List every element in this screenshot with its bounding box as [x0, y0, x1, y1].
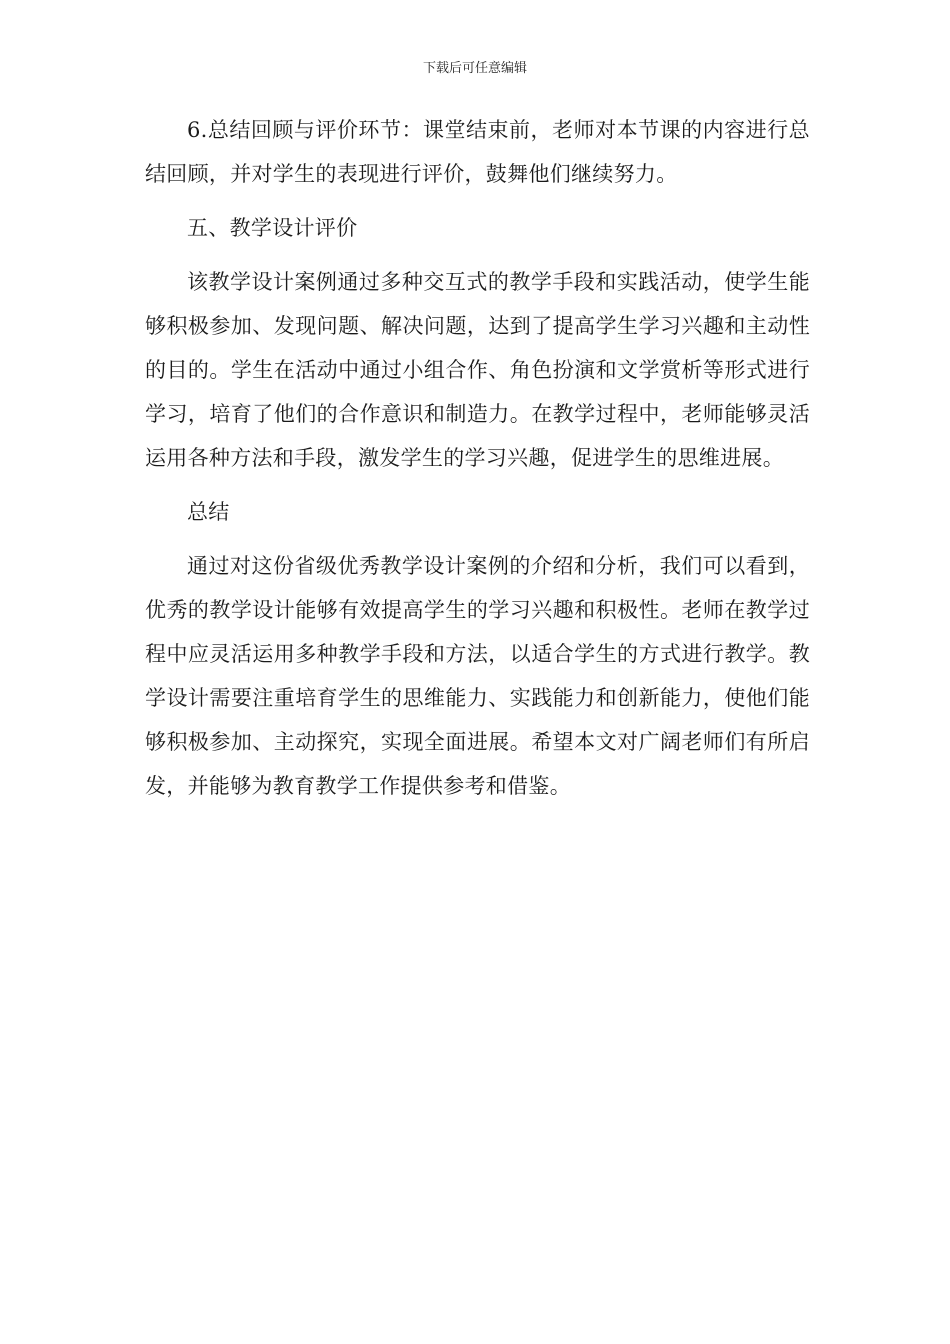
paragraph-conclusion: 通过对这份省级优秀教学设计案例的介绍和分析，我们可以看到，优秀的教学设计能够有效提高学生的学习兴趣和积极性。老师在教学过程中应灵活运用多种教学手段和方法，以适合学生的方式进行教学。教学设计需要注重培育学生的思维能力、实践能力和创新能力，使他们能够积极参加、主动探究，实现全面进展。希望本文对广阔老师们有所启发，并能够为教育教学工作提供参考和借鉴。 [145, 554, 810, 798]
document-body [145, 108, 810, 818]
section-heading-evaluation: 五、教学设计评价 [187, 216, 358, 240]
section-heading-conclusion: 总结 [187, 500, 230, 524]
paragraph-evaluation: 该教学设计案例通过多种交互式的教学手段和实践活动，使学生能够积极参加、发现问题、解决问题，达到了提高学生学习兴趣和主动性的目的。学生在活动中通过小组合作、角色扮演和文学赏析等形式进行学习，培育了他们的合作意识和制造力。在教学过程中，老师能够灵活运用各种方法和手段，激发学生的学习兴趣，促进学生的思维进展。 [145, 270, 810, 470]
paragraph-summary-review-step: 6.总结回顾与评价环节：课堂结束前，老师对本节课的内容进行总结回顾，并对学生的表现进行评价，鼓舞他们继续努力。 [145, 118, 810, 186]
page-header-note: 下载后可任意编辑 [422, 61, 527, 76]
